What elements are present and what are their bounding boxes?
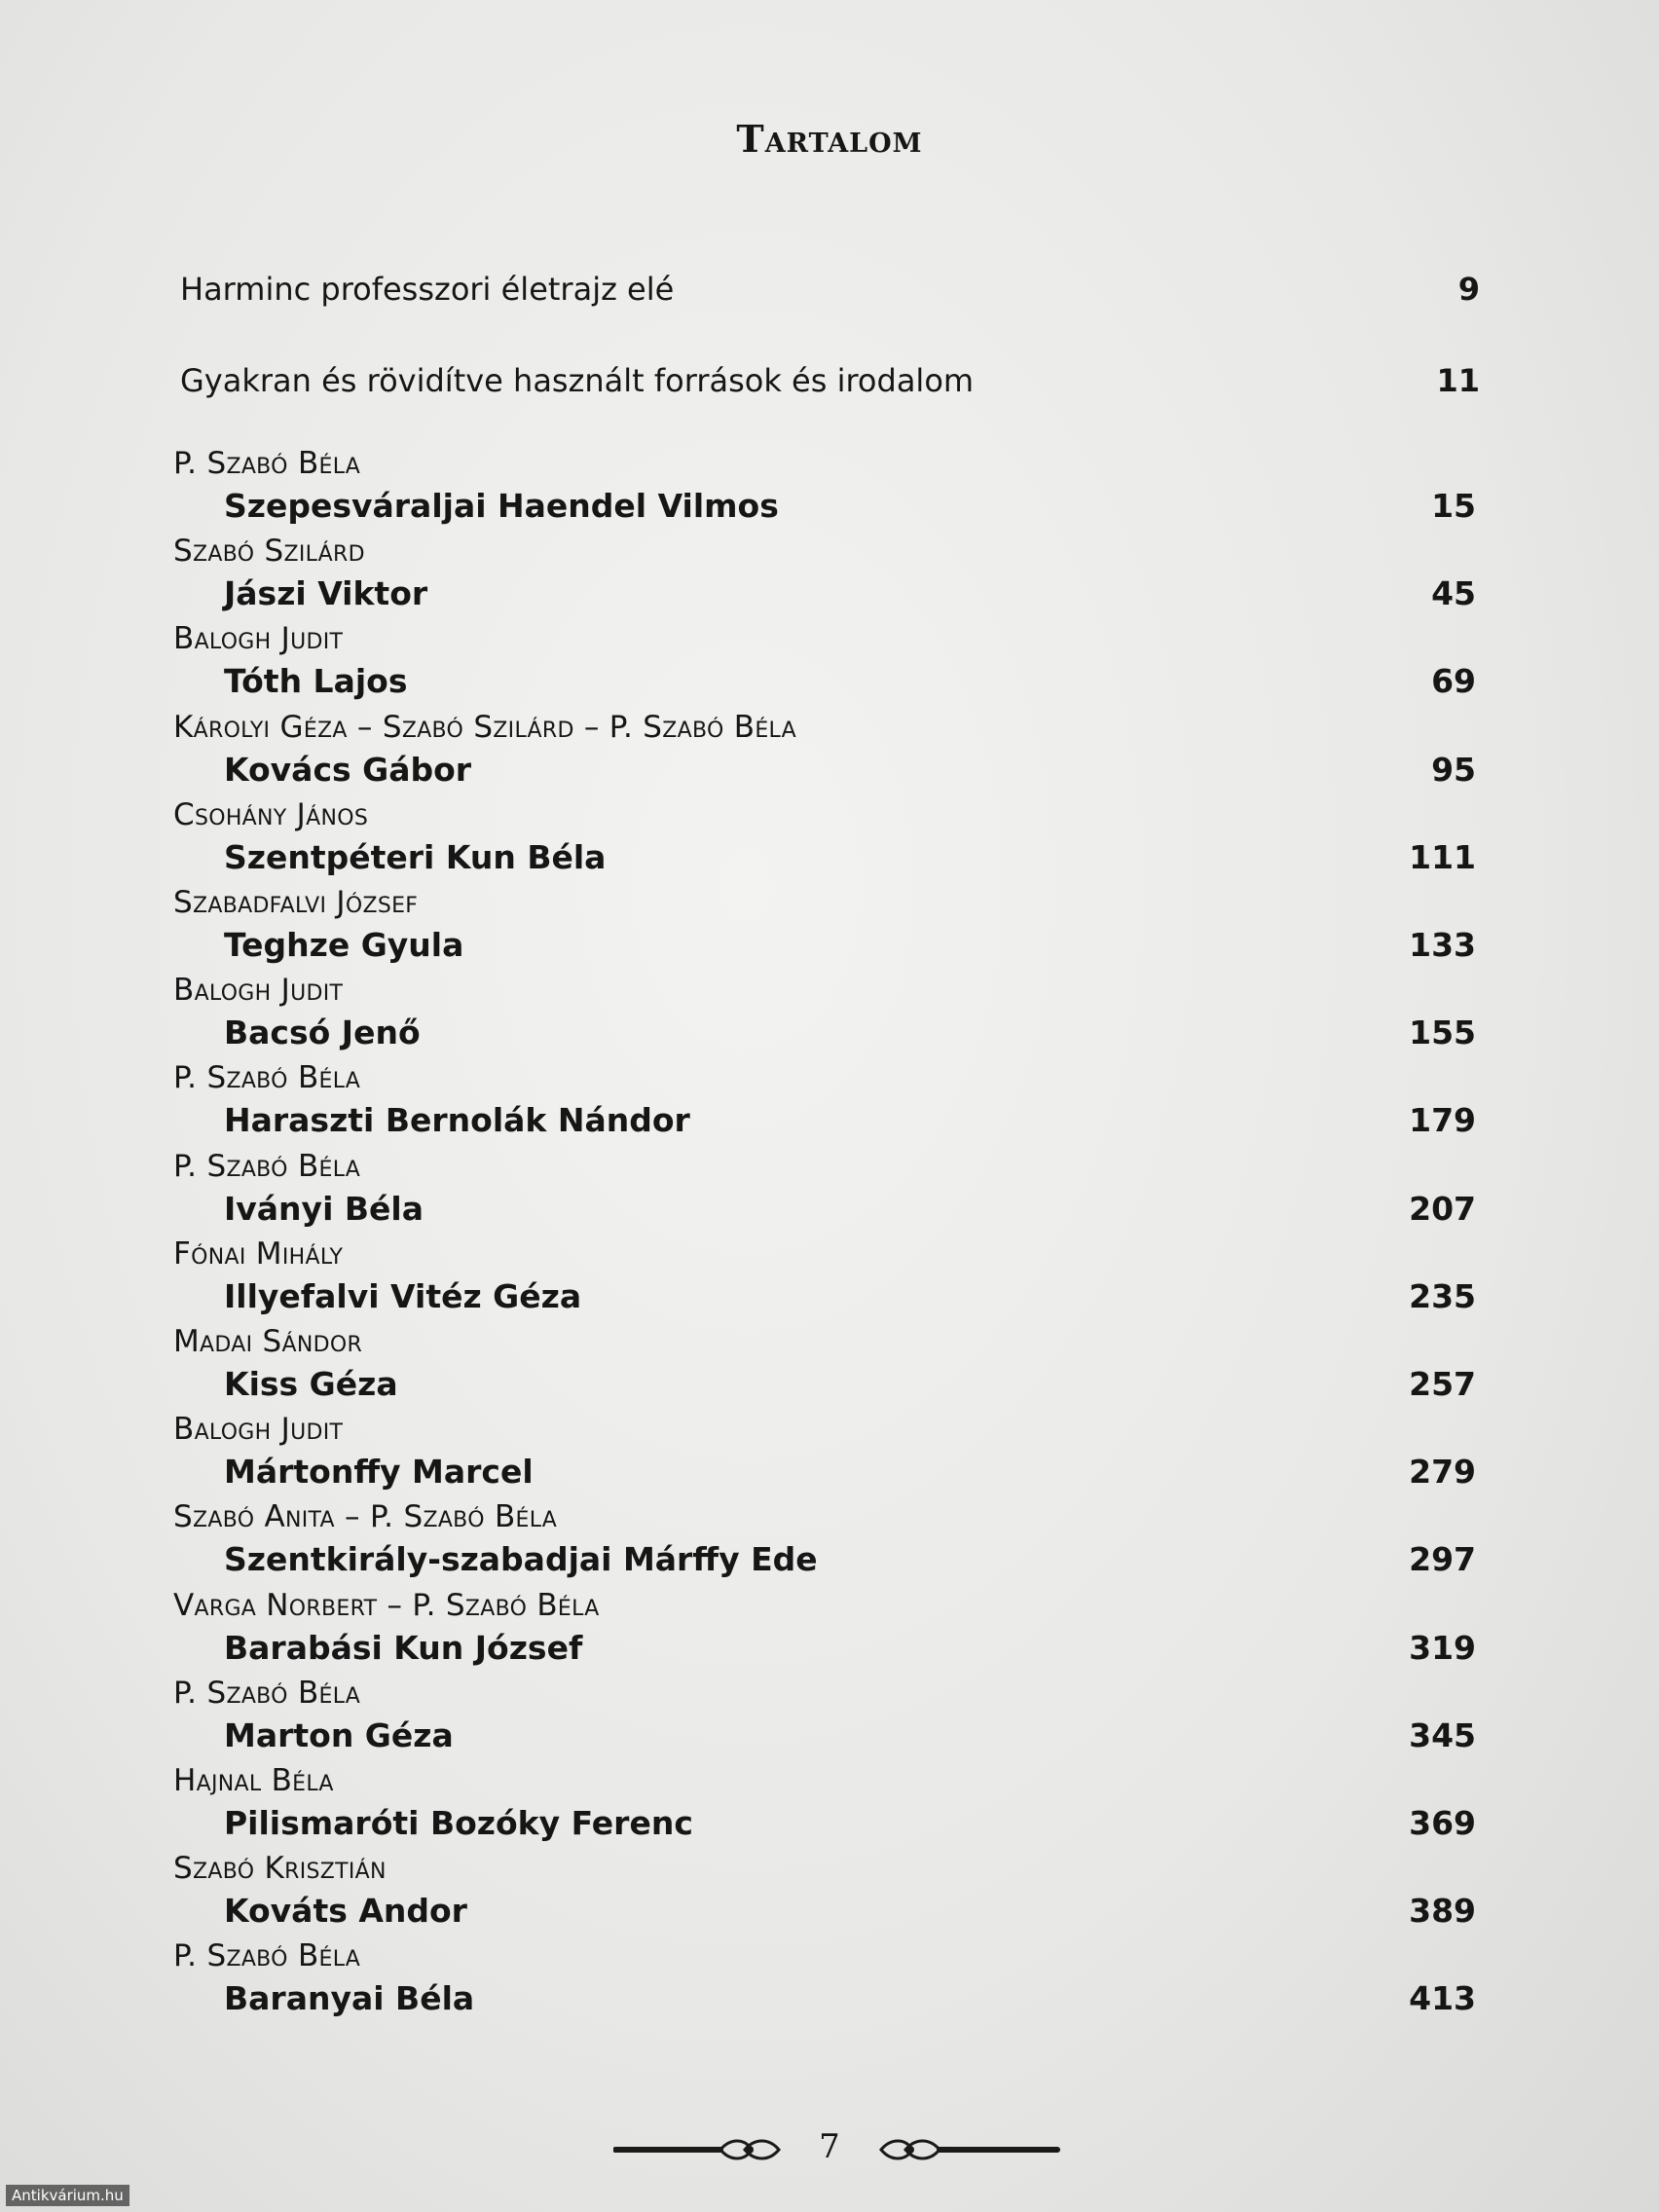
entry-author: P. Szabó Béla xyxy=(173,1148,361,1184)
entry-title: Haraszti Bernolák Nándor xyxy=(224,1101,690,1140)
list-item xyxy=(224,1540,1476,1578)
page-title: Tartalom xyxy=(736,117,923,161)
entry-author: P. Szabó Béla xyxy=(173,1675,361,1711)
entry-page: 111 xyxy=(1409,837,1476,876)
entry-page: 257 xyxy=(1409,1365,1476,1403)
entry-title: Iványi Béla xyxy=(224,1189,424,1228)
entry-title: Jászi Viktor xyxy=(224,574,428,613)
entry-author: P. Szabó Béla xyxy=(173,1938,361,1974)
list-item xyxy=(224,1365,1476,1403)
entry-author: Szabó Krisztián xyxy=(173,1851,387,1887)
list-item xyxy=(224,1804,1476,1842)
left-ornament-icon xyxy=(613,2135,784,2164)
entry-author: Szabó Anita – P. Szabó Béla xyxy=(173,1499,558,1535)
entry-author: Fónai Mihály xyxy=(173,1235,344,1272)
entry-title: Mártonffy Marcel xyxy=(224,1453,534,1492)
intro-entry xyxy=(180,362,1480,399)
entry-author: P. Szabó Béla xyxy=(173,446,361,481)
list-item xyxy=(224,1629,1476,1667)
list-item xyxy=(224,574,1476,612)
entry-page: 319 xyxy=(1409,1628,1476,1667)
list-item xyxy=(224,1014,1476,1051)
entry-title: Szentpéteri Kun Béla xyxy=(224,837,607,876)
entry-title: Marton Géza xyxy=(224,1715,454,1754)
list-item xyxy=(224,662,1476,700)
entry-title: Illyefalvi Vitéz Géza xyxy=(224,1276,582,1315)
entry-author: P. Szabó Béla xyxy=(173,1060,361,1096)
entry-title: Kiss Géza xyxy=(224,1365,398,1403)
entry-author: Balogh Judit xyxy=(173,1412,344,1448)
entry-page: 413 xyxy=(1409,1979,1476,2018)
entry-page: 279 xyxy=(1409,1453,1476,1492)
entry-title: Kovács Gábor xyxy=(224,750,472,789)
intro-entry-title: Harminc professzori életrajz elé xyxy=(180,271,675,308)
entry-page: 389 xyxy=(1409,1892,1476,1931)
entry-title: Kováts Andor xyxy=(224,1892,467,1931)
entry-author: Szabadfalvi József xyxy=(173,885,419,920)
entry-title: Szentkirály-szabadjai Márffy Ede xyxy=(224,1540,818,1579)
entry-page: 345 xyxy=(1409,1715,1476,1754)
entry-author: Szabó Szilárd xyxy=(173,534,365,570)
list-item xyxy=(224,1277,1476,1315)
entry-author: Madai Sándor xyxy=(173,1324,363,1359)
list-item xyxy=(224,751,1476,789)
watermark: Antikvárium.hu xyxy=(6,2185,129,2206)
entry-page: 235 xyxy=(1409,1276,1476,1315)
intro-entry-page: 11 xyxy=(1436,362,1480,399)
list-item xyxy=(224,1190,1476,1228)
list-item xyxy=(224,1716,1476,1754)
entry-page: 69 xyxy=(1431,662,1476,701)
entry-author: Hajnal Béla xyxy=(173,1763,334,1798)
entry-author: Károlyi Géza – Szabó Szilárd – P. Szabó Béla xyxy=(173,709,796,745)
page-number: 7 xyxy=(819,2127,840,2166)
entry-author: Varga Norbert – P. Szabó Béla xyxy=(173,1587,600,1623)
intro-entry-title: Gyakran és rövidítve használt források és irodalom xyxy=(180,362,975,399)
entry-title: Baranyai Béla xyxy=(224,1979,475,2018)
entry-title: Bacsó Jenő xyxy=(224,1014,421,1052)
entry-page: 297 xyxy=(1409,1540,1476,1579)
entry-page: 155 xyxy=(1409,1014,1476,1052)
entry-page: 15 xyxy=(1431,487,1476,525)
list-item xyxy=(224,1979,1476,2017)
entry-author: Csohány János xyxy=(173,796,369,832)
entry-page: 207 xyxy=(1409,1189,1476,1228)
list-item xyxy=(224,487,1476,525)
page-footer xyxy=(0,2127,1659,2172)
intro-entry xyxy=(180,271,1480,308)
entry-title: Pilismaróti Bozóky Ferenc xyxy=(224,1804,693,1842)
entry-page: 45 xyxy=(1431,574,1476,613)
entry-title: Barabási Kun József xyxy=(224,1628,583,1667)
list-item xyxy=(224,838,1476,876)
list-item xyxy=(224,1101,1476,1139)
entry-page: 369 xyxy=(1409,1804,1476,1842)
entry-author: Balogh Judit xyxy=(173,973,344,1009)
entry-title: Teghze Gyula xyxy=(224,926,464,964)
list-item xyxy=(224,1892,1476,1930)
entry-page: 179 xyxy=(1409,1101,1476,1140)
entry-title: Szepesváraljai Haendel Vilmos xyxy=(224,487,779,525)
list-item xyxy=(224,1453,1476,1491)
entry-page: 95 xyxy=(1431,750,1476,789)
entry-author: Balogh Judit xyxy=(173,621,344,657)
right-ornament-icon xyxy=(876,2135,1061,2164)
intro-entry-page: 9 xyxy=(1457,271,1480,308)
entry-title: Tóth Lajos xyxy=(224,662,408,701)
entry-page: 133 xyxy=(1409,926,1476,964)
list-item xyxy=(224,926,1476,964)
